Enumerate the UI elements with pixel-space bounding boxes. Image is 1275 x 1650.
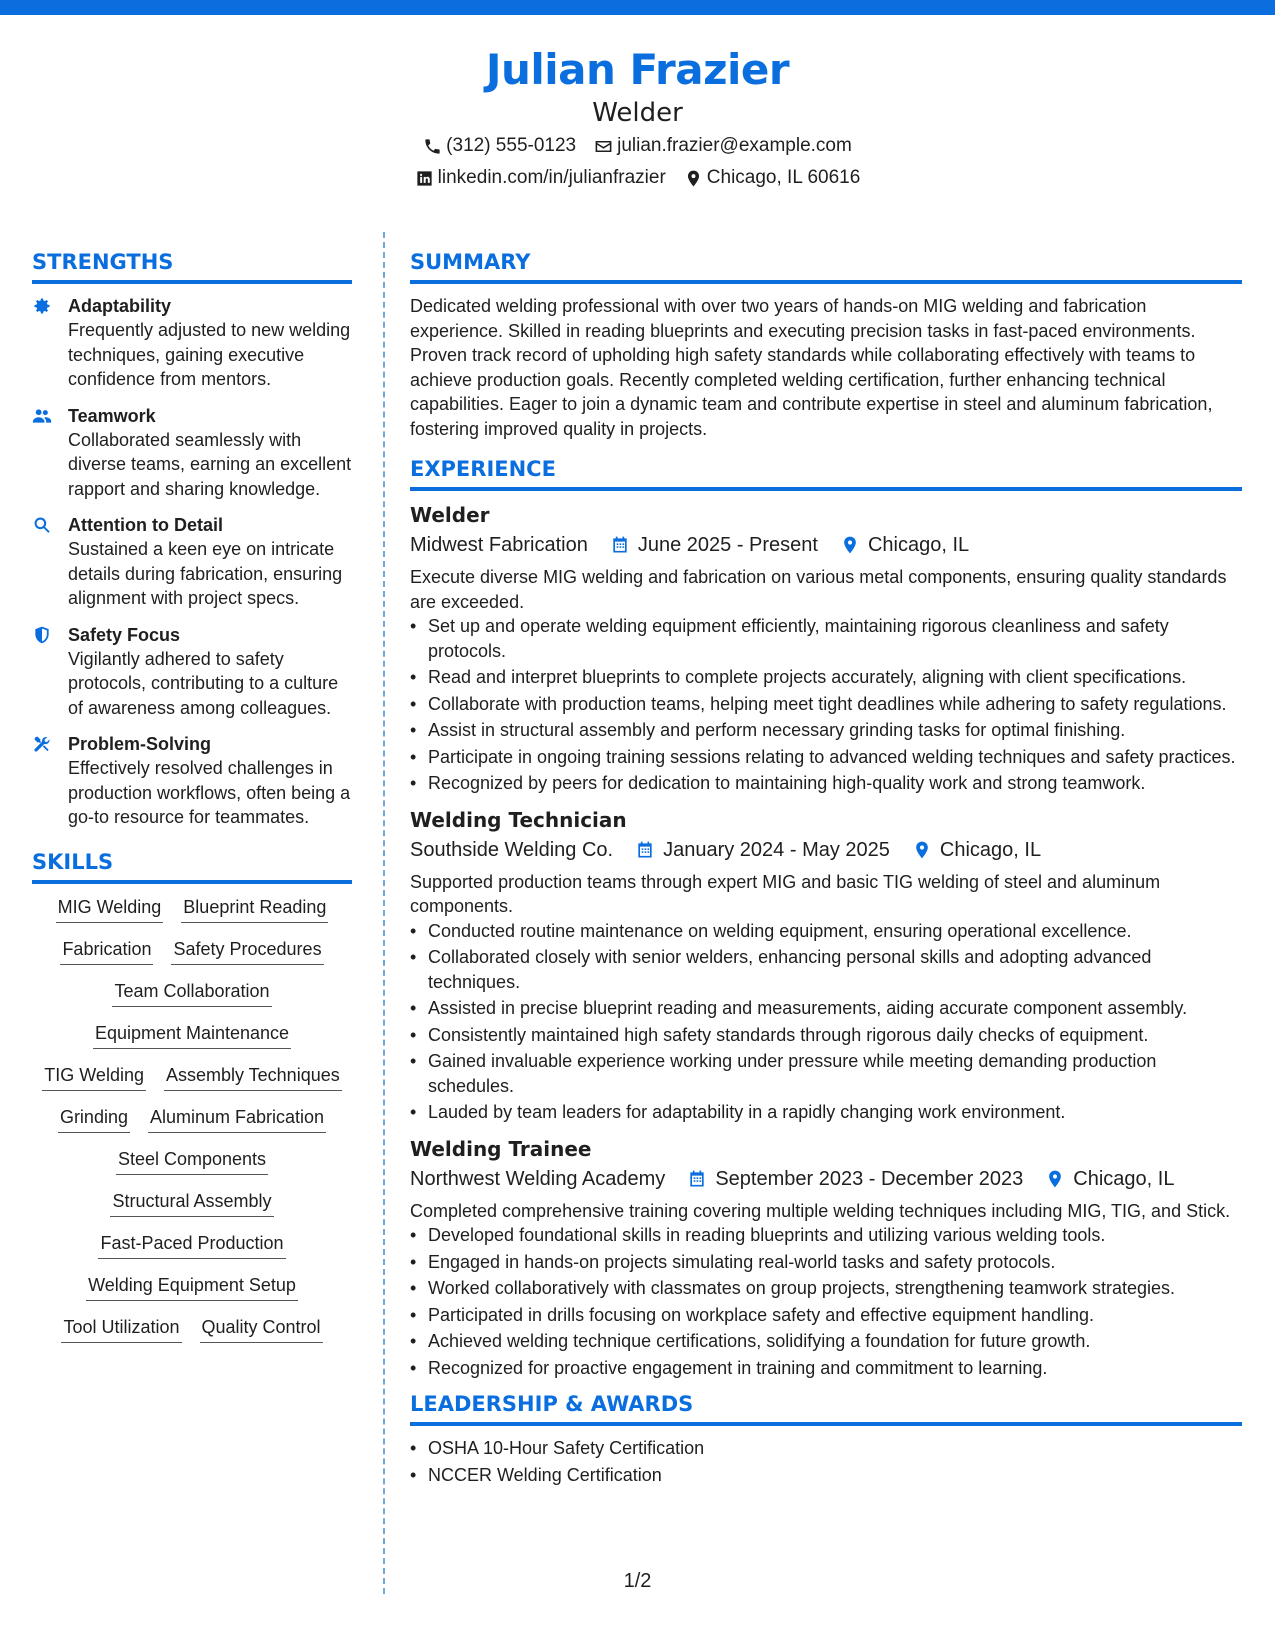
skill-row — [32, 936, 352, 965]
job-entry — [410, 501, 1242, 796]
strength-item — [32, 513, 352, 611]
strength-body — [68, 513, 352, 611]
resume-header — [0, 44, 1275, 194]
job-location: Chicago, IL — [1073, 1167, 1175, 1190]
job-company: Midwest Fabrication — [410, 534, 588, 556]
candidate-name: Julian Frazier — [485, 45, 790, 94]
skill-row — [32, 894, 352, 923]
strength-icon-wrap — [32, 623, 54, 721]
strength-icon-wrap — [32, 294, 54, 392]
job-bullet: • Engaged in hands-on projects simulating real-world tasks and safety protocols. — [410, 1250, 1242, 1275]
gear-icon — [32, 296, 52, 316]
job-dates: September 2023 - December 2023 — [715, 1167, 1024, 1190]
strength-icon-wrap — [32, 513, 54, 611]
job-bullets — [410, 919, 1242, 1125]
skill-tag: Team Collaboration — [112, 978, 271, 1007]
job-bullet: • Collaborated closely with senior welders, enhancing personal skills and adopting advanced techniques. — [410, 945, 1242, 994]
skill-tag: Aluminum Fabrication — [148, 1104, 326, 1133]
skill-row — [32, 1188, 352, 1217]
skill-tag: Welding Equipment Setup — [86, 1272, 298, 1301]
strength-icon-wrap — [32, 732, 54, 830]
strength-title: Safety Focus — [68, 624, 181, 645]
skill-row — [32, 1104, 352, 1133]
skill-row — [32, 978, 352, 1007]
strength-desc: Effectively resolved challenges in production workflows, often being a go-to resource for teammates. — [68, 758, 351, 827]
location-text: Chicago, IL 60616 — [706, 167, 861, 188]
skill-tag: Fabrication — [60, 936, 153, 965]
skill-tag: Assembly Techniques — [164, 1062, 342, 1091]
awards-title: LEADERSHIP & AWARDS — [410, 1390, 1242, 1426]
contact-phone — [423, 130, 576, 162]
job-bullet: • Assist in structural assembly and perform necessary grinding tasks for optimal finishing. — [410, 718, 1242, 743]
job-bullet: • Participate in ongoing training sessions relating to advanced welding techniques and safety practices. — [410, 745, 1242, 770]
calendar-icon — [687, 1169, 707, 1189]
skill-tag: Quality Control — [200, 1314, 323, 1343]
job-bullet: • Participated in drills focusing on workplace safety and effective equipment handling. — [410, 1303, 1242, 1328]
job-description: Completed comprehensive training covering multiple welding techniques including MIG, TIG, and Stick. — [410, 1200, 1231, 1221]
skill-tag: Grinding — [58, 1104, 130, 1133]
job-bullet: • Lauded by team leaders for adaptability in a rapidly changing work environment. — [410, 1100, 1242, 1125]
skill-tag: Steel Components — [116, 1146, 268, 1175]
strength-item — [32, 294, 352, 392]
skill-tag: Tool Utilization — [61, 1314, 181, 1343]
job-bullet: • Worked collaboratively with classmates on group projects, strengthening teamwork strategies. — [410, 1276, 1242, 1301]
strength-desc: Collaborated seamlessly with diverse teams, earning an excellent rapport and sharing knowledge. — [68, 429, 352, 499]
strengths-title: STRENGTHS — [32, 248, 352, 284]
map-pin-icon — [1045, 1169, 1065, 1189]
job-bullet: • Conducted routine maintenance on welding equipment, ensuring operational excellence. — [410, 919, 1242, 944]
job-bullet: • Assisted in precise blueprint reading and measurements, aiding accurate component assembly. — [410, 996, 1242, 1021]
map-pin-icon — [912, 840, 932, 860]
envelope-icon — [594, 137, 613, 156]
job-bullet: • Achieved welding technique certifications, solidifying a foundation for future growth. — [410, 1329, 1242, 1354]
job-entry — [410, 1135, 1242, 1381]
contact-email[interactable] — [594, 130, 852, 162]
job-bullets — [410, 614, 1242, 796]
job-title: Welding Technician — [410, 807, 627, 832]
job-bullet: • Recognized for proactive engagement in training and commitment to learning. — [410, 1356, 1242, 1381]
people-icon — [32, 406, 52, 426]
job-company: Southside Welding Co. — [410, 838, 614, 861]
skill-tag: Equipment Maintenance — [93, 1020, 291, 1049]
job-bullets — [410, 1223, 1242, 1380]
contact-location — [684, 162, 861, 194]
strength-desc: Vigilantly adhered to safety protocols, contributing to a culture of awareness among colleagues. — [68, 648, 339, 718]
skill-tag: Structural Assembly — [110, 1188, 273, 1217]
strength-item — [32, 404, 352, 502]
skill-tag: TIG Welding — [42, 1062, 146, 1091]
job-bullet: • Recognized by peers for dedication to maintaining high-quality work and strong teamwork. — [410, 771, 1242, 796]
awards-list — [410, 1436, 1242, 1487]
job-meta — [410, 1163, 1242, 1195]
skill-row — [32, 1272, 352, 1301]
job-location: Chicago, IL — [939, 838, 1042, 861]
job-description: Execute diverse MIG welding and fabrication on various metal components, ensuring quality standards are exceeded. — [410, 567, 1227, 612]
skill-tag: Fast-Paced Production — [98, 1230, 285, 1259]
candidate-role: Welder — [592, 98, 683, 128]
job-title: Welder — [410, 503, 490, 527]
map-pin-icon — [840, 535, 860, 555]
page-number: 1/2 — [623, 1570, 652, 1592]
strength-body — [68, 623, 352, 721]
skill-row — [32, 1314, 352, 1343]
strength-title: Teamwork — [68, 405, 156, 426]
job-meta — [410, 834, 1242, 866]
map-pin-icon — [684, 169, 703, 188]
linkedin-text: linkedin.com/in/julianfrazier — [437, 167, 666, 188]
job-bullet: • Read and interpret blueprints to complete projects accurately, aligning with client specifications. — [410, 665, 1242, 690]
strength-title: Problem-Solving — [68, 734, 212, 754]
contact-row-2 — [0, 162, 1275, 194]
skill-row — [32, 1230, 352, 1259]
calendar-icon — [610, 535, 630, 555]
strength-body — [68, 404, 352, 502]
skill-tag: Safety Procedures — [171, 936, 323, 965]
left-column — [32, 248, 352, 1356]
phone-icon — [423, 137, 442, 156]
column-divider — [383, 232, 385, 1594]
skills-list — [32, 894, 352, 1343]
strength-title: Attention to Detail — [68, 515, 223, 535]
job-bullet: • Consistently maintained high safety standards through rigorous daily checks of equipment. — [410, 1023, 1242, 1048]
right-column — [410, 248, 1242, 1489]
job-location: Chicago, IL — [867, 534, 970, 556]
strength-desc: Sustained a keen eye on intricate details during fabrication, ensuring alignment with project specs. — [68, 539, 343, 608]
job-title: Welding Trainee — [410, 1136, 592, 1161]
skills-title: SKILLS — [32, 848, 352, 884]
strengths-list — [32, 294, 352, 830]
job-meta — [410, 529, 1242, 561]
job-description: Supported production teams through expert MIG and basic TIG welding of steel and aluminum components. — [410, 871, 1161, 916]
award-item: • OSHA 10-Hour Safety Certification — [410, 1436, 1242, 1461]
strength-item — [32, 623, 352, 721]
job-dates: June 2025 - Present — [637, 534, 818, 556]
job-bullet: • Gained invaluable experience working under pressure while meeting demanding production schedules. — [410, 1049, 1242, 1098]
strength-body — [68, 294, 352, 392]
award-item: • NCCER Welding Certification — [410, 1463, 1242, 1488]
email-text: julian.frazier@example.com — [617, 135, 852, 156]
search-icon — [32, 515, 52, 535]
job-dates: January 2024 - May 2025 — [663, 838, 890, 861]
contact-row-1 — [0, 130, 1275, 162]
linkedin-icon — [415, 169, 434, 188]
strength-item — [32, 732, 352, 830]
summary-title: SUMMARY — [410, 248, 1242, 284]
skill-row — [32, 1062, 352, 1091]
experience-list — [410, 501, 1242, 1380]
calendar-icon — [635, 840, 655, 860]
job-entry — [410, 806, 1242, 1125]
strength-body — [68, 732, 352, 830]
job-bullet: • Set up and operate welding equipment efficiently, maintaining rigorous cleanliness and safety protocols. — [410, 614, 1242, 663]
phone-text: (312) 555-0123 — [446, 135, 577, 156]
strength-desc: Frequently adjusted to new welding techniques, gaining executive confidence from mentors. — [68, 320, 351, 389]
job-company: Northwest Welding Academy — [410, 1167, 666, 1190]
shield-icon — [32, 625, 52, 645]
skill-tag: Blueprint Reading — [181, 894, 328, 923]
skill-row — [32, 1146, 352, 1175]
contact-linkedin[interactable] — [415, 162, 666, 194]
job-bullet: • Developed foundational skills in reading blueprints and utilizing various welding tools. — [410, 1223, 1242, 1248]
job-bullet: • Collaborate with production teams, helping meet tight deadlines while adhering to safety regulations. — [410, 692, 1242, 717]
experience-title: EXPERIENCE — [410, 455, 1242, 491]
top-accent-bar — [0, 0, 1275, 15]
skill-tag: MIG Welding — [56, 894, 164, 923]
strength-title: Adaptability — [68, 296, 172, 316]
strength-icon-wrap — [32, 404, 54, 502]
summary-text: Dedicated welding professional with over two years of hands-on MIG welding and fabrication experience. Skilled in reading blueprints and executing precision tasks in fast-paced environments. Proven track record of upholding high safety standards while collaborating effectively with teams to achieve production goals. Recently completed welding certification, further enhancing technical capabilities. Eager to join a dynamic team and contribute expertise in steel and aluminum fabrication, fostering improved quality in projects. — [410, 296, 1213, 439]
tools-icon — [32, 734, 52, 754]
skill-row — [32, 1020, 352, 1049]
